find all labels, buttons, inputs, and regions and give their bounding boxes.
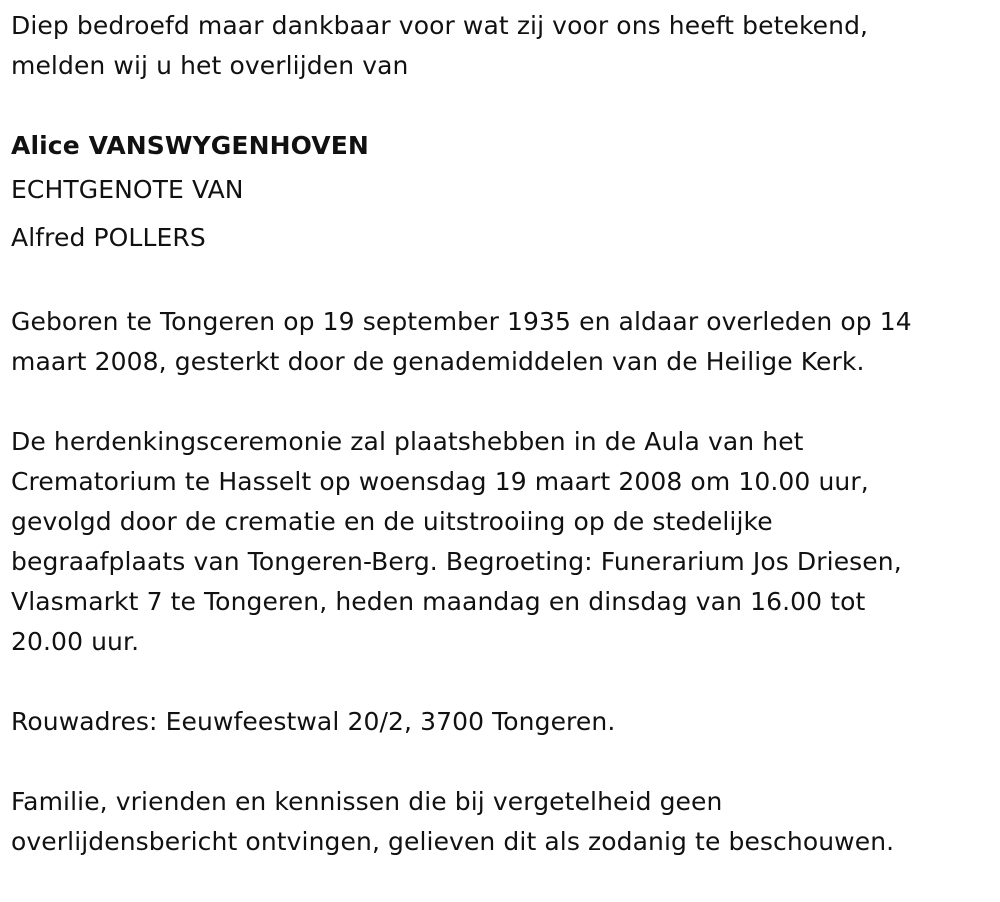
closing-line: overlijdensbericht ontvingen, gelieven dit als zodanig te beschouwen.: [11, 827, 895, 856]
ceremony-line: 20.00 uur.: [11, 627, 140, 656]
address-paragraph: [11, 702, 991, 742]
ceremony-line: Vlasmarkt 7 te Tongeren, heden maandag en dinsdag van 16.00 tot: [11, 587, 866, 616]
address-line: Rouwadres: Eeuwfeestwal 20/2, 3700 Tongeren.: [11, 707, 616, 736]
closing-line: Familie, vrienden en kennissen die bij vergetelheid geen: [11, 787, 723, 816]
ceremony-line: De herdenkingsceremonie zal plaatshebben in de Aula van het: [11, 427, 804, 456]
intro-line: melden wij u het overlijden van: [11, 51, 409, 80]
closing-paragraph: [11, 782, 991, 862]
ceremony-paragraph: [11, 422, 991, 662]
deceased-name: Alice VANSWYGENHOVEN: [11, 131, 369, 160]
birth-death-paragraph: [11, 302, 991, 382]
ceremony-line: gevolgd door de crematie en de uitstrooiing op de stedelijke: [11, 507, 773, 536]
relation-label: ECHTGENOTE VAN: [11, 175, 244, 204]
deceased-block: [11, 126, 991, 262]
spouse-name: Alfred POLLERS: [11, 223, 206, 252]
birth-death-line: Geboren te Tongeren op 19 september 1935 en aldaar overleden op 14: [11, 307, 912, 336]
birth-death-line: maart 2008, gesterkt door de genademiddelen van de Heilige Kerk.: [11, 347, 865, 376]
ceremony-line: Crematorium te Hasselt op woensdag 19 maart 2008 om 10.00 uur,: [11, 467, 869, 496]
obituary-notice: [11, 6, 991, 902]
ceremony-line: begraafplaats van Tongeren-Berg. Begroeting: Funerarium Jos Driesen,: [11, 547, 902, 576]
intro-line: Diep bedroefd maar dankbaar voor wat zij voor ons heeft betekend,: [11, 11, 869, 40]
intro-paragraph: [11, 6, 991, 86]
